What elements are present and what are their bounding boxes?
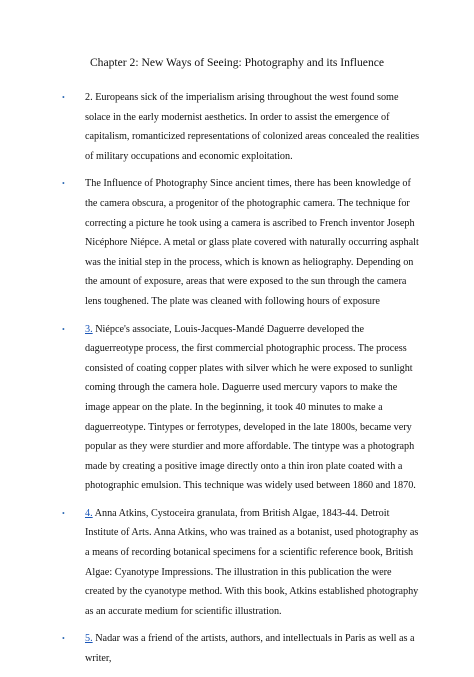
list-item-text: Nadar was a friend of the artists, authors, and intellectuals in Paris as well as a writer, xyxy=(85,633,415,665)
list-item xyxy=(62,504,422,622)
list-item xyxy=(62,629,422,668)
bullet-icon: • xyxy=(62,179,65,189)
item-number-link[interactable]: 4. xyxy=(85,507,93,519)
bullet-icon: • xyxy=(62,93,65,102)
item-number-link[interactable]: 3. xyxy=(85,323,93,335)
list-item-text: Anna Atkins, Cystoceira granulata, from British Algae, 1843-44. Detroit Institute of Arts. Anna Atkins, who was trained as a botanist, used photography as a means of recording botanical specimens for a scientific reference book, British Algae: Cyanotype Impressions. The illustration in this publication the were created by the cyanotype method. With this book, Atkins established photography as an accurate medium for scientific illustration. xyxy=(85,507,419,617)
bullet-icon: • xyxy=(62,634,65,644)
bullet-list xyxy=(62,88,422,677)
item-number-link[interactable]: 5. xyxy=(85,633,93,645)
list-item-text: The Influence of Photography Since ancient times, there has been knowledge of the camera obscura, a progenitor of the photographic camera. The technique for correcting a picture he took using a camera is ascribed to French inventor Joseph Nicéphore Niépce. A metal or glass plate covered with naturally occurring asphalt was the initial step in the process, which is known as heliography. Depending on the amount of exposure, areas that were exposed to the sun through the camera lens toughened. The plate was cleaned with following hours of exposure xyxy=(85,178,419,307)
list-item-text: Niépce's associate, Louis-Jacques-Mandé Daguerre developed the daguerreotype process, the first commercial photographic process. The process consisted of coating copper plates with silver which he were exposed to sunlight coming through the camera hole. Daguerre used mercury vapors to make the image appear on the plate. In the beginning, it took 40 minutes to make a daguerreotype. Tintypes or ferrotypes, developed in the late 1800s, became very popular as they were sturdier and more affordable. The tintype was a photograph made by creating a positive image directly onto a thin iron plate coated with a photographic emulsion. This technique was widely used between 1860 and 1870. xyxy=(85,323,416,492)
list-item xyxy=(62,88,422,166)
list-item-text: 2. Europeans sick of the imperialism arising throughout the west found some solace in the early modernist aesthetics. In order to assist the emergence of capitalism, romanticized representations of colonized areas concealed the realities of military occupations and economic exploitation. xyxy=(85,92,420,162)
chapter-title: Chapter 2: New Ways of Seeing: Photography and its Influence xyxy=(89,56,385,69)
bullet-icon: • xyxy=(62,508,65,518)
list-item xyxy=(62,174,422,311)
bullet-icon: • xyxy=(62,324,65,334)
list-item xyxy=(62,320,422,496)
